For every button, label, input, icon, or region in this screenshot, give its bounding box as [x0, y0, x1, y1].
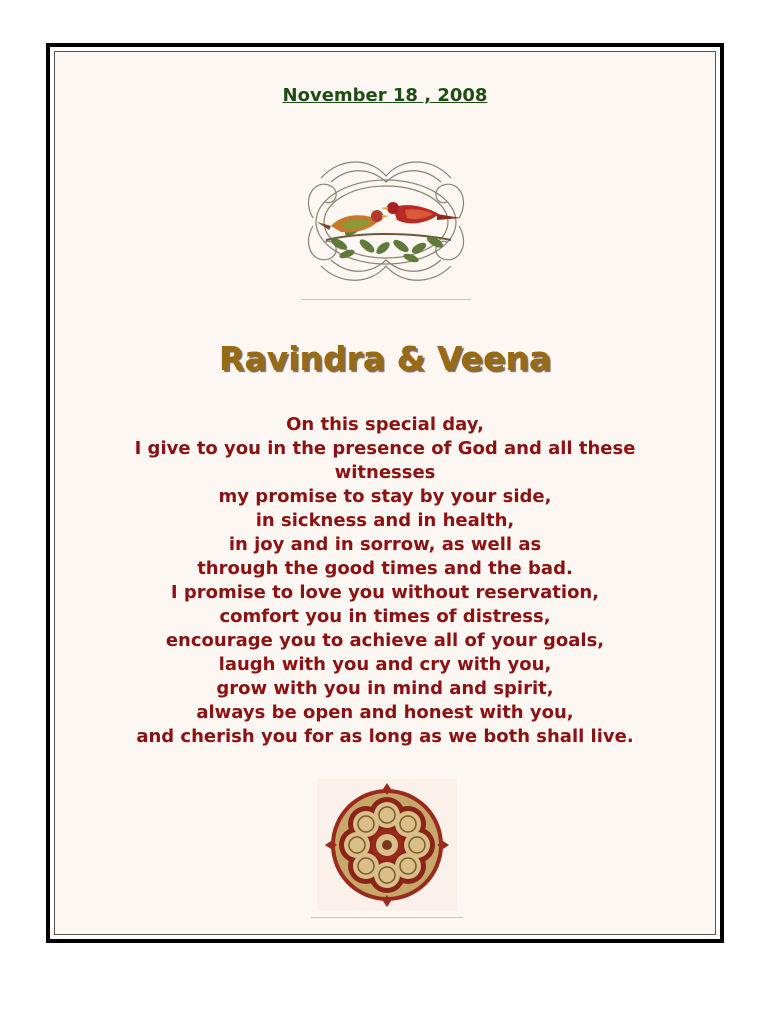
vow-line: through the good times and the bad. — [197, 558, 573, 579]
date-heading: November 18 , 2008 — [282, 85, 488, 106]
vow-line: grow with you in mind and spirit, — [216, 678, 554, 699]
vow-line: comfort you in times of distress, — [219, 606, 551, 627]
rosette-medallion-icon — [317, 779, 457, 911]
vows-text — [75, 413, 695, 749]
couple-names-title: Ravindra & Veena — [218, 339, 552, 378]
vow-line: encourage you to achieve all of your goals, — [165, 630, 605, 651]
vow-line: in sickness and in health, — [255, 510, 515, 531]
vow-line: laugh with you and cry with you, — [218, 654, 552, 675]
vow-line: On this special day, — [286, 414, 484, 435]
inner-border-frame — [54, 51, 716, 935]
vow-line: I give to you in the presence of God and all these — [134, 438, 636, 459]
divider-rule-bottom — [311, 917, 463, 918]
vow-line: I promise to love you without reservation, — [170, 582, 600, 603]
vow-line: my promise to stay by your side, — [218, 486, 552, 507]
divider-rule-top — [301, 299, 471, 300]
birds-on-branch-icon — [301, 148, 471, 288]
vow-line: always be open and honest with you, — [196, 702, 574, 723]
vow-line: witnesses — [334, 462, 436, 483]
vow-line: in joy and in sorrow, as well as — [228, 534, 542, 555]
outer-border-frame — [46, 43, 724, 943]
vow-line: and cherish you for as long as we both shall live. — [136, 726, 634, 747]
